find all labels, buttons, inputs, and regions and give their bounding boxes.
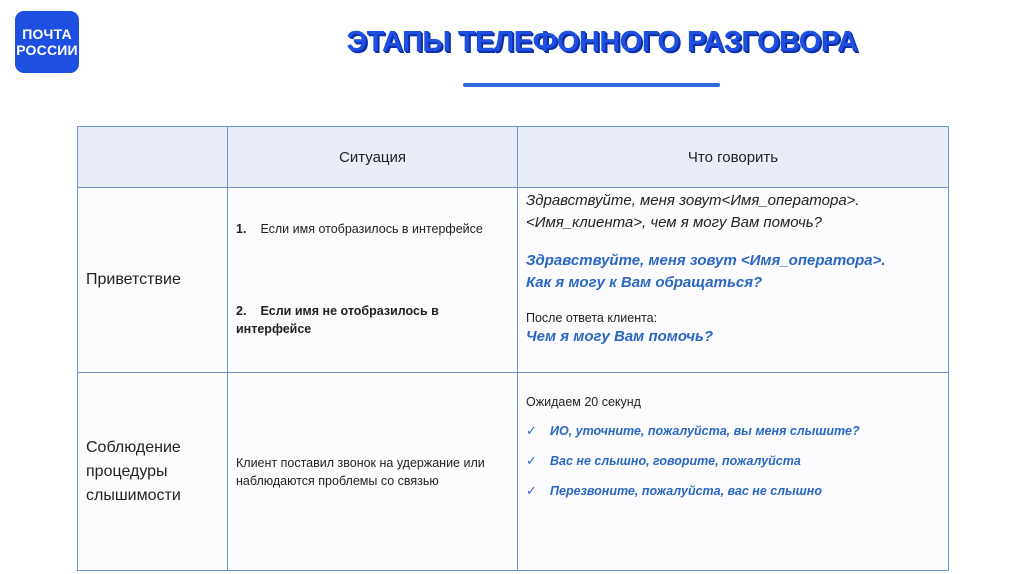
say1-line1: Здравствуйте, меня зовут<Имя_оператора>. bbox=[526, 192, 860, 209]
check-icon: ✓ bbox=[526, 453, 537, 468]
check-icon: ✓ bbox=[526, 423, 537, 438]
logo-line-2: РОССИИ bbox=[16, 42, 78, 58]
stage-hearing-line3: слышимости bbox=[86, 486, 181, 504]
situation-1-number: 1. bbox=[236, 222, 247, 236]
list-item bbox=[526, 483, 940, 499]
what-to-say-hearing bbox=[518, 373, 949, 571]
list-item-text: Перезвоните, пожалуйста, вас не слышно bbox=[550, 484, 822, 498]
list-item bbox=[526, 423, 940, 439]
situation-2-text: Если имя не отобразилось в интерфейсе bbox=[236, 304, 439, 336]
page-title: ЭТАПЫ ТЕЛЕФОННОГО РАЗГОВОРА bbox=[346, 26, 858, 58]
situation-2-number: 2. bbox=[236, 304, 247, 318]
table-row-greeting bbox=[78, 188, 949, 373]
wait-text: Ожидаем 20 секунд bbox=[526, 395, 641, 409]
list-item-text: Вас не слышно, говорите, пожалуйста bbox=[550, 454, 801, 468]
stage-greeting: Приветствие bbox=[78, 188, 228, 373]
list-item-text: ИО, уточните, пожалуйста, вы меня слышите? bbox=[550, 424, 860, 438]
table-header-row bbox=[78, 127, 949, 188]
stage-hearing bbox=[78, 373, 228, 571]
stage-hearing-line2: процедуры bbox=[86, 462, 168, 480]
say1-line2: <Имя_клиента>, чем я могу Вам помочь? bbox=[526, 214, 822, 231]
after-answer-text: Чем я могу Вам помочь? bbox=[526, 328, 714, 345]
check-icon: ✓ bbox=[526, 483, 537, 498]
header-stage bbox=[78, 127, 228, 188]
situation-greeting bbox=[228, 188, 518, 373]
logo-line-1: ПОЧТА bbox=[22, 26, 72, 42]
stage-hearing-line1: Соблюдение bbox=[86, 438, 181, 456]
list-item bbox=[526, 453, 940, 469]
header-what-to-say: Что говорить bbox=[518, 127, 949, 188]
say2-line2: Как я могу к Вам обращаться? bbox=[526, 274, 763, 291]
after-answer-label: После ответа клиента: bbox=[526, 311, 658, 325]
say2-line1: Здравствуйте, меня зовут <Имя_оператора>. bbox=[526, 252, 886, 269]
header-situation: Ситуация bbox=[228, 127, 518, 188]
title-underline bbox=[463, 83, 720, 87]
stages-table bbox=[77, 126, 949, 571]
situation-hearing: Клиент поставил звонок на удержание или наблюдаются проблемы со связью bbox=[228, 373, 518, 571]
table-row-hearing bbox=[78, 373, 949, 571]
what-to-say-greeting bbox=[518, 188, 949, 373]
situation-1-text: Если имя отобразилось в интерфейсе bbox=[260, 222, 483, 236]
